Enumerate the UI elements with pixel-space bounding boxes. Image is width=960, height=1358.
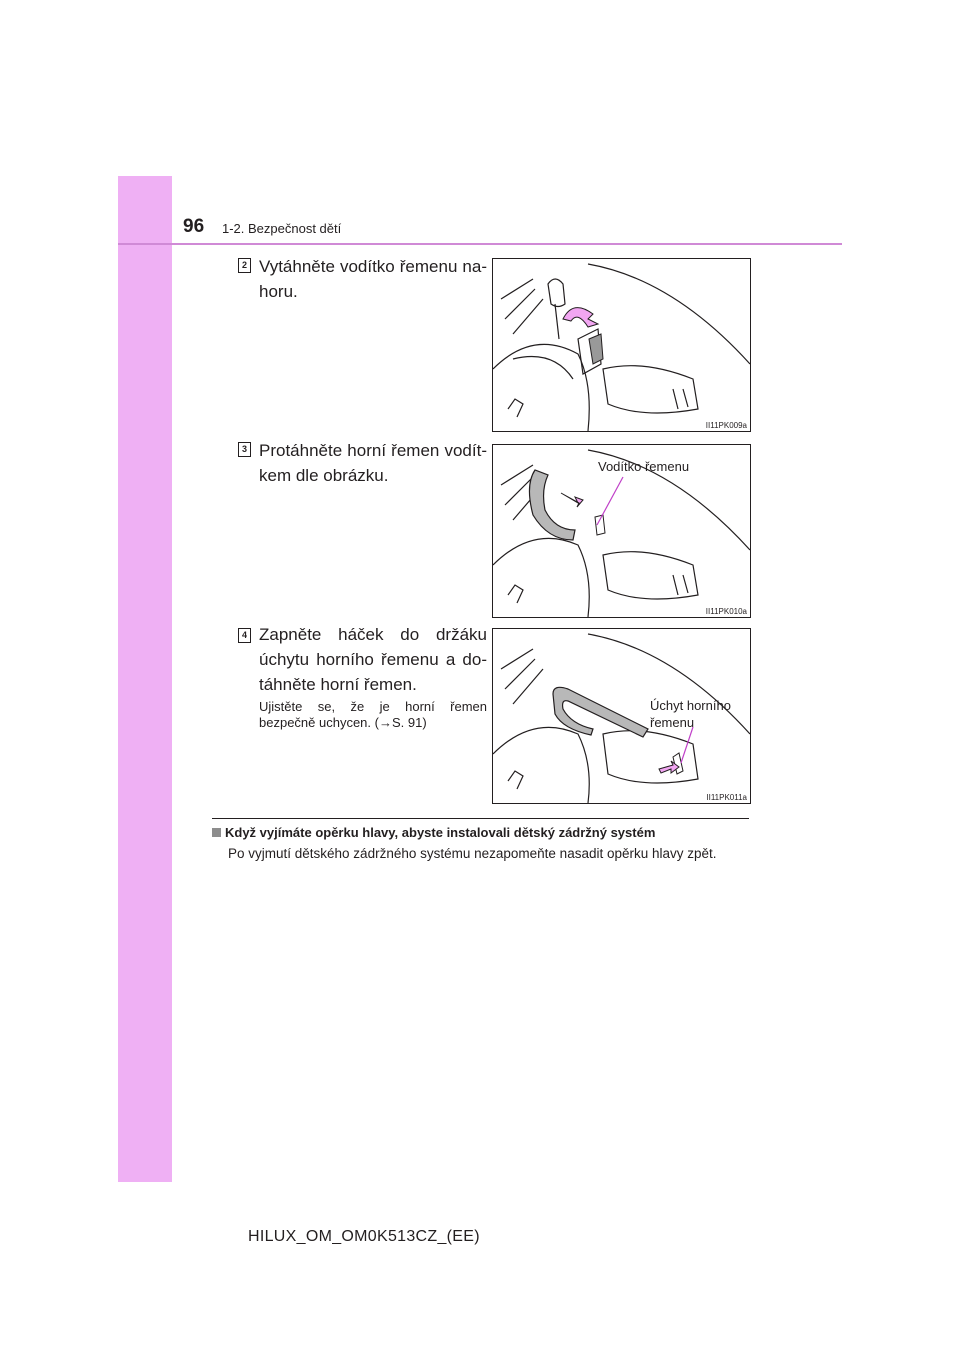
- figure-pull-strap-guide: [492, 258, 751, 432]
- lift-arrow-icon: [563, 308, 598, 327]
- section-title: 1-2. Bezpečnost dětí: [222, 221, 342, 236]
- figure-code-1: II11PK009a: [705, 421, 747, 430]
- square-bullet-icon: [212, 828, 221, 837]
- callout-strap-guide: Vodítko řemenu: [598, 459, 690, 474]
- figure-attach-hook: [492, 628, 751, 804]
- page-number: 96: [183, 216, 205, 237]
- seat-illustration-1: [493, 259, 750, 431]
- step-4-text: Zapněte háček do držáku úchytu horního řemenu a do-táhněte horní řemen.: [259, 625, 487, 694]
- step-3-text: Protáhněte horní řemen vodít-kem dle obrázku.: [259, 441, 487, 485]
- info-section-body: Po vyjmutí dětského zádržného systému nezapomeňte nasadit opěrku hlavy zpět.: [228, 846, 717, 861]
- section-rule: [212, 818, 749, 819]
- step-number-3: 3: [238, 442, 251, 457]
- footer-document-code: HILUX_OM_OM0K513CZ_(EE): [248, 1228, 480, 1245]
- step-number-4: 4: [238, 628, 251, 643]
- figure-code-2: II11PK010a: [705, 607, 747, 616]
- step-number-2: 2: [238, 258, 251, 273]
- step-2-text: Vytáhněte vodítko řemenu na-horu.: [259, 257, 487, 301]
- side-tab-band: [118, 176, 172, 1182]
- header-rule: [118, 243, 842, 245]
- info-section-heading: [212, 825, 655, 840]
- figure-code-3: II11PK011a: [706, 793, 747, 802]
- figure-route-strap: [492, 444, 751, 618]
- callout-top-strap-anchor: Úchyt horního řemenu: [650, 698, 731, 730]
- step-4-note: Ujistěte se, že je horní řemen bezpečně uchycen. (→S. 91): [259, 699, 487, 730]
- info-section-heading-text: Když vyjímáte opěrku hlavy, abyste instalovali dětský zádržný systém: [225, 825, 656, 840]
- route-arrow-icon: [561, 493, 583, 507]
- strap-loop: [529, 470, 575, 540]
